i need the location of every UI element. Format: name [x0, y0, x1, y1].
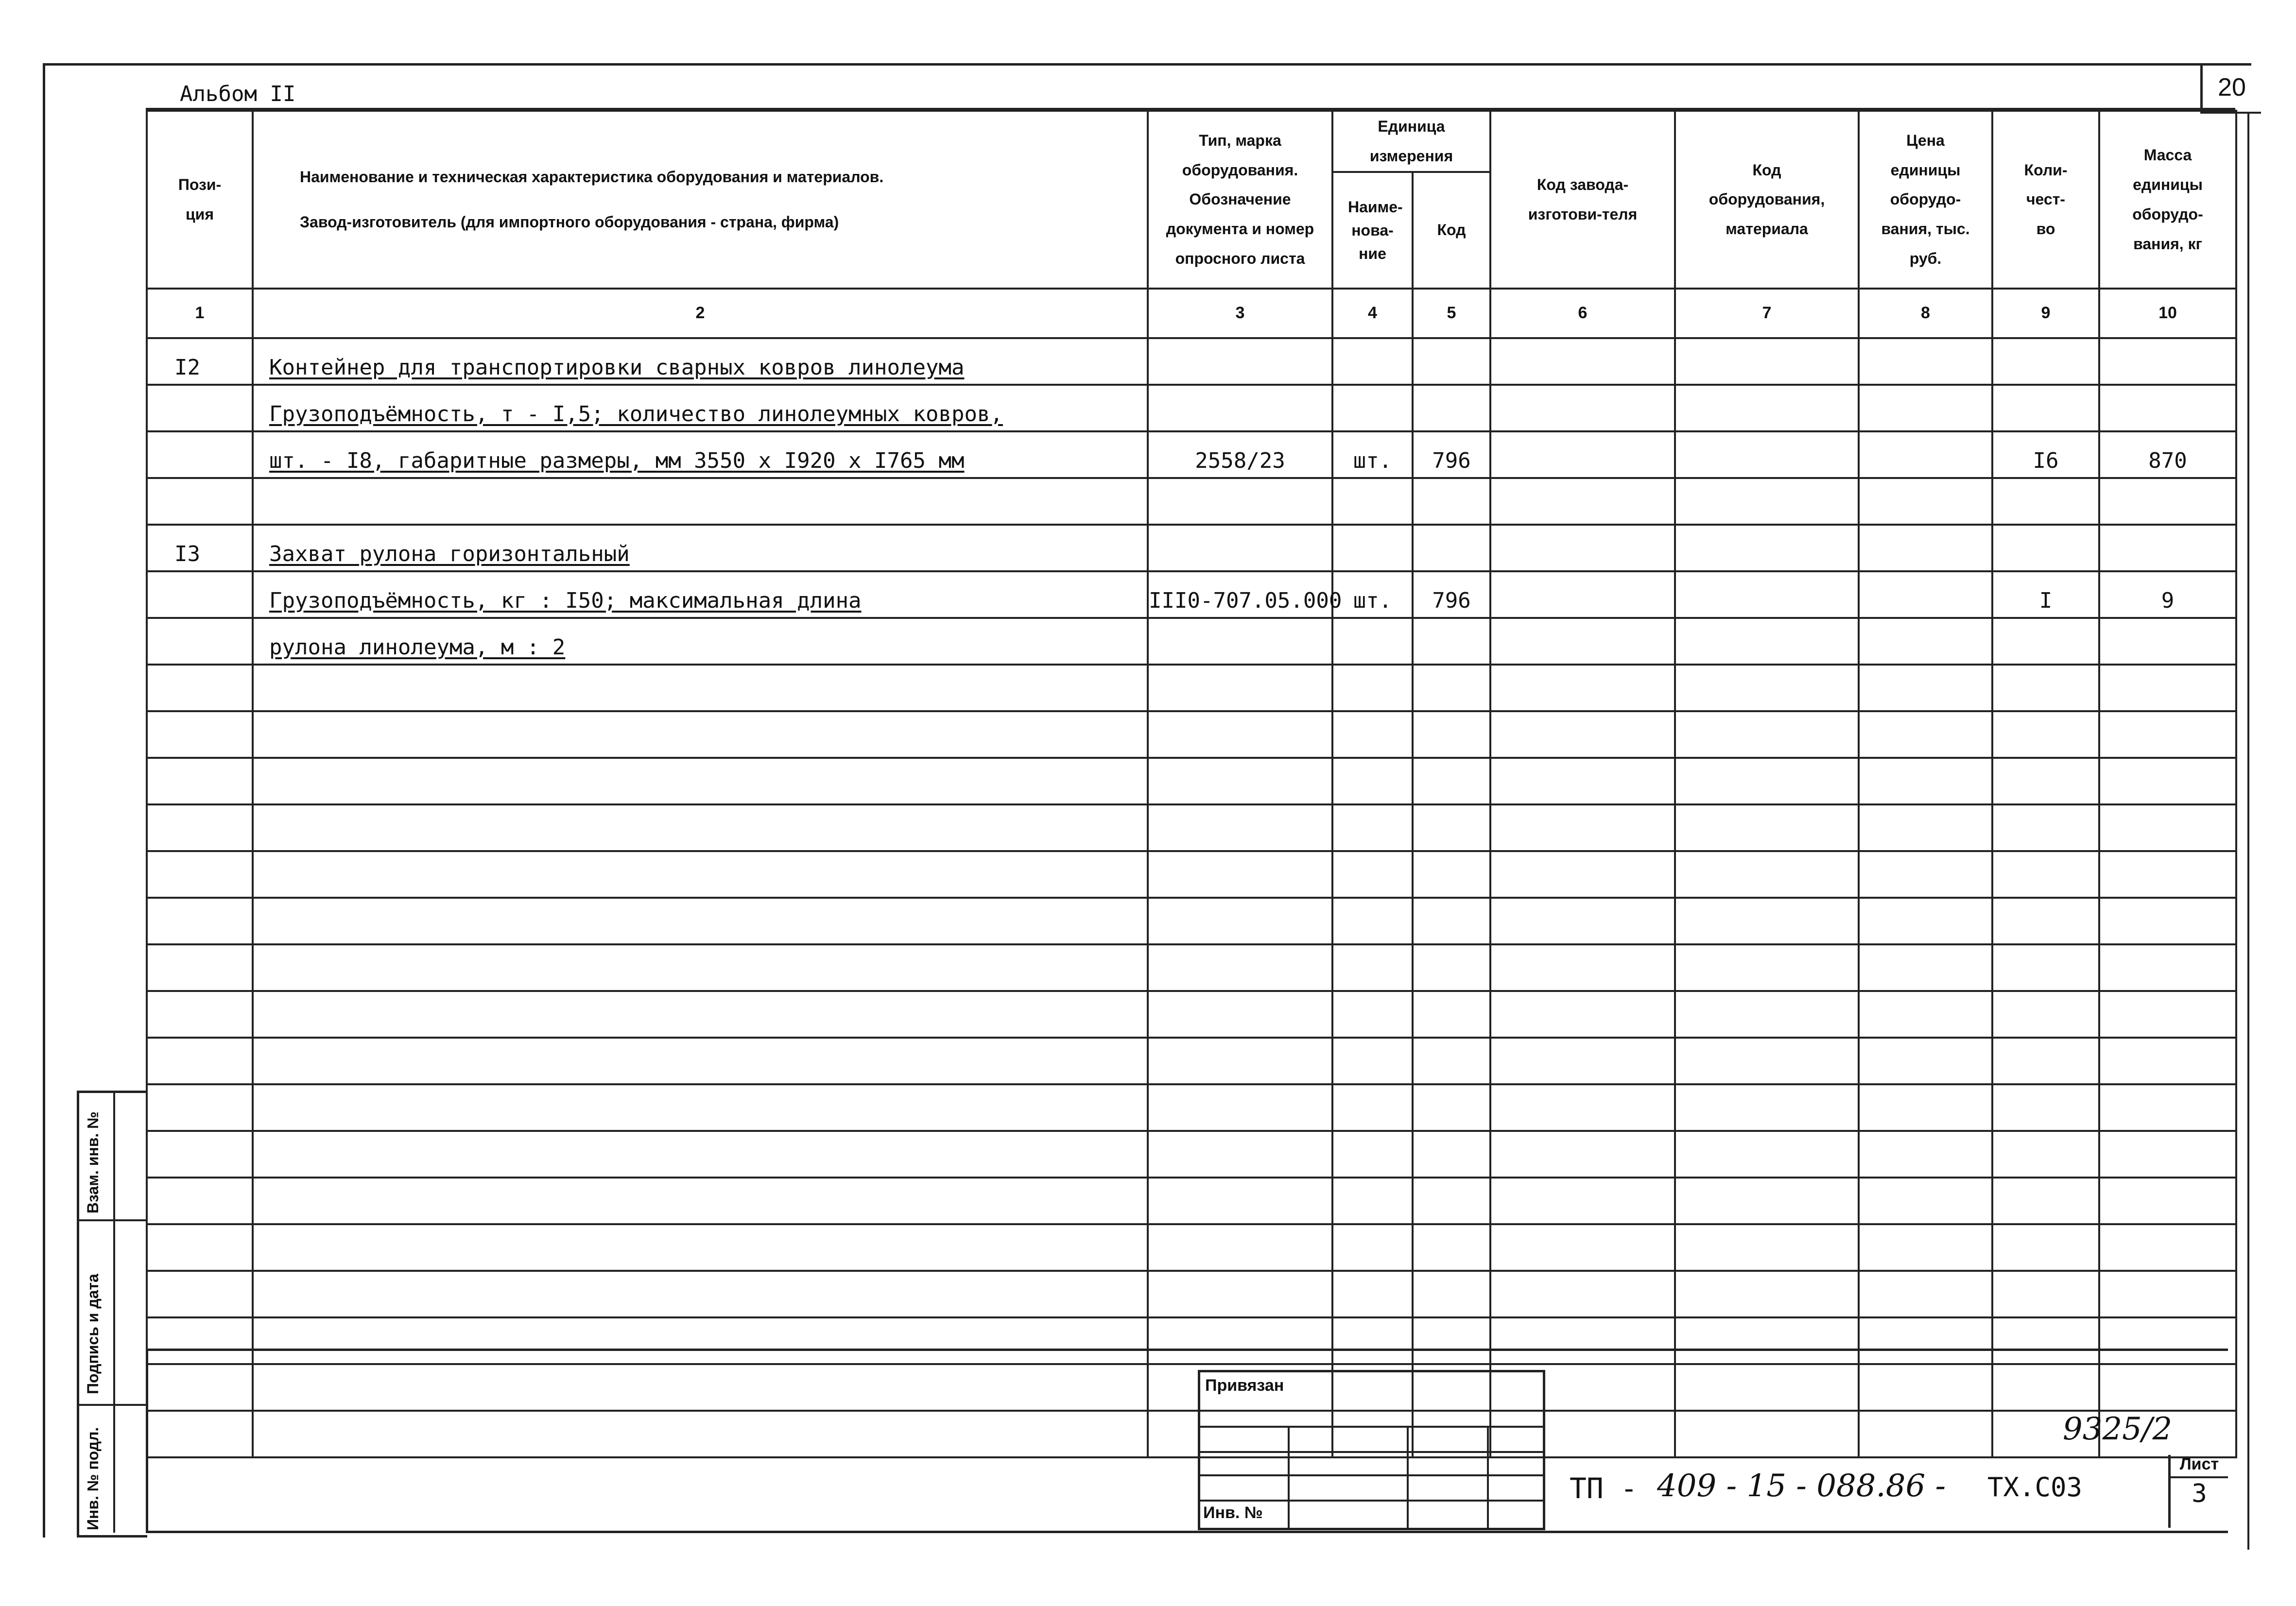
- price-cell: [1859, 851, 1992, 898]
- maker-code-cell: [1490, 851, 1675, 898]
- type-cell: [1148, 385, 1332, 431]
- equipment-code-cell: [1675, 944, 1859, 991]
- name-cell: [253, 711, 1148, 758]
- maker-code-cell: [1490, 385, 1675, 431]
- col-num: 4: [1332, 289, 1413, 338]
- name-cell: [253, 804, 1148, 851]
- unit-code-cell: [1413, 944, 1490, 991]
- column-number-row: [147, 289, 2236, 338]
- unit-cell: [1332, 1224, 1413, 1271]
- maker-code-cell: [1490, 758, 1675, 804]
- mass-cell: [2099, 1224, 2236, 1271]
- header-quantity: Коли-чест-во: [1992, 111, 2099, 289]
- mass-cell: 9: [2099, 571, 2236, 618]
- position-cell: [147, 991, 253, 1038]
- unit-code-cell: [1413, 618, 1490, 665]
- table-row: [147, 525, 2236, 571]
- unit-code-cell: 796: [1413, 571, 1490, 618]
- stamp-rule: [1200, 1451, 1543, 1453]
- position-cell: [147, 1224, 253, 1271]
- stamp-bound-label: Привязан: [1205, 1376, 1284, 1395]
- col-num: 1: [147, 289, 253, 338]
- unit-code-cell: [1413, 898, 1490, 944]
- maker-code-cell: [1490, 431, 1675, 478]
- unit-cell: [1332, 898, 1413, 944]
- side-label-signature-date: Подпись и дата: [84, 1274, 102, 1394]
- side-strip-divider: [79, 1404, 147, 1406]
- price-cell: [1859, 1224, 1992, 1271]
- unit-cell: [1332, 618, 1413, 665]
- type-cell: [1148, 758, 1332, 804]
- handwritten-number: 9325/2: [2063, 1411, 2173, 1447]
- stamp-rule: [1200, 1474, 1543, 1476]
- maker-code-cell: [1490, 338, 1675, 385]
- sheet-label: Лист: [2171, 1455, 2228, 1478]
- mass-cell: [2099, 525, 2236, 571]
- price-cell: [1859, 991, 1992, 1038]
- position-cell: [147, 478, 253, 525]
- quantity-cell: [1992, 1038, 2099, 1084]
- col-num: 7: [1675, 289, 1859, 338]
- unit-code-cell: [1413, 711, 1490, 758]
- stamp-col: [1407, 1426, 1409, 1528]
- quantity-cell: [1992, 1084, 2099, 1131]
- col-num: 10: [2099, 289, 2236, 338]
- equipment-code-cell: [1675, 618, 1859, 665]
- maker-code-cell: [1490, 571, 1675, 618]
- table-row: [147, 1084, 2236, 1131]
- maker-code-cell: [1490, 478, 1675, 525]
- equipment-code-cell: [1675, 711, 1859, 758]
- quantity-cell: [1992, 478, 2099, 525]
- mass-cell: [2099, 1038, 2236, 1084]
- maker-code-cell: [1490, 1178, 1675, 1224]
- name-cell: [253, 665, 1148, 711]
- maker-code-cell: [1490, 991, 1675, 1038]
- price-cell: [1859, 1178, 1992, 1224]
- type-cell: [1148, 1178, 1332, 1224]
- price-cell: [1859, 571, 1992, 618]
- mass-cell: [2099, 1131, 2236, 1178]
- name-cell: шт. - I8, габаритные размеры, мм 3550 х I920 х I765 мм: [253, 431, 1148, 478]
- unit-code-cell: [1413, 385, 1490, 431]
- price-cell: [1859, 711, 1992, 758]
- table-row: [147, 1131, 2236, 1178]
- frame-right-edge: [2247, 112, 2249, 1550]
- sheet-number: 3: [2192, 1479, 2207, 1508]
- header-maker-code: Код завода-изготови-теля: [1490, 111, 1675, 289]
- equipment-code-cell: [1675, 1131, 1859, 1178]
- maker-code-cell: [1490, 1271, 1675, 1317]
- position-cell: [147, 618, 253, 665]
- quantity-cell: [1992, 1178, 2099, 1224]
- position-cell: [147, 1038, 253, 1084]
- type-cell: [1148, 1084, 1332, 1131]
- quantity-cell: [1992, 804, 2099, 851]
- name-cell: [253, 1224, 1148, 1271]
- type-cell: [1148, 665, 1332, 711]
- unit-code-cell: [1413, 1131, 1490, 1178]
- position-cell: [147, 1084, 253, 1131]
- type-cell: [1148, 525, 1332, 571]
- price-cell: [1859, 1271, 1992, 1317]
- position-cell: [147, 1178, 253, 1224]
- header-unit-group: Единица измерения: [1332, 111, 1490, 172]
- type-cell: [1148, 851, 1332, 898]
- type-cell: [1148, 944, 1332, 991]
- mass-cell: [2099, 1178, 2236, 1224]
- position-cell: [147, 385, 253, 431]
- position-cell: I2: [147, 338, 253, 385]
- unit-code-cell: 796: [1413, 431, 1490, 478]
- unit-cell: [1332, 991, 1413, 1038]
- maker-code-cell: [1490, 1131, 1675, 1178]
- quantity-cell: [1992, 758, 2099, 804]
- unit-cell: [1332, 758, 1413, 804]
- unit-cell: [1332, 1271, 1413, 1317]
- position-cell: [147, 1131, 253, 1178]
- table-row: [147, 1178, 2236, 1224]
- type-cell: III0-707.05.000: [1148, 571, 1332, 618]
- type-cell: [1148, 1131, 1332, 1178]
- price-cell: [1859, 525, 1992, 571]
- mass-cell: [2099, 665, 2236, 711]
- equipment-code-cell: [1675, 431, 1859, 478]
- position-cell: [147, 804, 253, 851]
- side-strip-divider-vertical: [113, 1093, 115, 1533]
- stamp-col: [1487, 1426, 1489, 1528]
- unit-cell: [1332, 851, 1413, 898]
- maker-code-cell: [1490, 665, 1675, 711]
- maker-code-cell: [1490, 944, 1675, 991]
- position-cell: [147, 851, 253, 898]
- doc-suffix: ТХ.С03: [1987, 1472, 2083, 1503]
- price-cell: [1859, 944, 1992, 991]
- mass-cell: [2099, 804, 2236, 851]
- equipment-code-cell: [1675, 758, 1859, 804]
- header-unit-code: Код: [1413, 172, 1490, 289]
- unit-cell: шт.: [1332, 431, 1413, 478]
- equipment-code-cell: [1675, 478, 1859, 525]
- type-cell: [1148, 1224, 1332, 1271]
- name-cell: [253, 1084, 1148, 1131]
- quantity-cell: [1992, 1271, 2099, 1317]
- mass-cell: [2099, 991, 2236, 1038]
- unit-code-cell: [1413, 1084, 1490, 1131]
- type-cell: [1148, 1038, 1332, 1084]
- mass-cell: [2099, 1271, 2236, 1317]
- equipment-code-cell: [1675, 571, 1859, 618]
- position-cell: [147, 665, 253, 711]
- equipment-code-cell: [1675, 1224, 1859, 1271]
- unit-cell: [1332, 665, 1413, 711]
- quantity-cell: [1992, 711, 2099, 758]
- name-cell: [253, 851, 1148, 898]
- stamp-col: [1288, 1426, 1290, 1528]
- type-cell: [1148, 711, 1332, 758]
- name-cell: Контейнер для транспортировки сварных ковров линолеума: [253, 338, 1148, 385]
- side-label-inv-original: Инв. № подл.: [84, 1427, 102, 1530]
- side-strip-divider: [79, 1219, 147, 1221]
- quantity-cell: [1992, 1131, 2099, 1178]
- unit-cell: [1332, 1084, 1413, 1131]
- unit-code-cell: [1413, 665, 1490, 711]
- doc-number: 409 - 15 - 088.86 -: [1657, 1468, 1946, 1504]
- type-cell: [1148, 1271, 1332, 1317]
- table-row: [147, 431, 2236, 478]
- quantity-cell: [1992, 898, 2099, 944]
- title-block-frame: [146, 1349, 2228, 1533]
- table-row: [147, 898, 2236, 944]
- table-row: [147, 571, 2236, 618]
- table-row: [147, 758, 2236, 804]
- maker-code-cell: [1490, 618, 1675, 665]
- unit-cell: [1332, 525, 1413, 571]
- price-cell: [1859, 665, 1992, 711]
- table-row: [147, 665, 2236, 711]
- price-cell: [1859, 1084, 1992, 1131]
- col-num: 9: [1992, 289, 2099, 338]
- mass-cell: [2099, 898, 2236, 944]
- equipment-code-cell: [1675, 1271, 1859, 1317]
- price-cell: [1859, 338, 1992, 385]
- position-cell: [147, 898, 253, 944]
- col-num: 6: [1490, 289, 1675, 338]
- unit-code-cell: [1413, 991, 1490, 1038]
- unit-cell: [1332, 1131, 1413, 1178]
- binding-stamp: [1198, 1370, 1545, 1530]
- unit-code-cell: [1413, 525, 1490, 571]
- header-equipment-code: Код оборудования, материала: [1675, 111, 1859, 289]
- doc-prefix: ТП -: [1570, 1472, 1638, 1505]
- mass-cell: [2099, 711, 2236, 758]
- type-cell: [1148, 338, 1332, 385]
- page-number-top: 20: [2200, 63, 2261, 114]
- quantity-cell: [1992, 944, 2099, 991]
- maker-code-cell: [1490, 1224, 1675, 1271]
- quantity-cell: [1992, 1224, 2099, 1271]
- stamp-rule: [1200, 1426, 1543, 1428]
- quantity-cell: [1992, 338, 2099, 385]
- table-row: [147, 1038, 2236, 1084]
- quantity-cell: [1992, 665, 2099, 711]
- table-row: [147, 338, 2236, 385]
- table-row: [147, 385, 2236, 431]
- position-cell: [147, 431, 253, 478]
- unit-cell: [1332, 944, 1413, 991]
- price-cell: [1859, 1131, 1992, 1178]
- price-cell: [1859, 478, 1992, 525]
- position-cell: [147, 711, 253, 758]
- price-cell: [1859, 618, 1992, 665]
- col-num: 8: [1859, 289, 1992, 338]
- unit-cell: [1332, 478, 1413, 525]
- unit-code-cell: [1413, 478, 1490, 525]
- maker-code-cell: [1490, 1084, 1675, 1131]
- position-cell: I3: [147, 525, 253, 571]
- quantity-cell: [1992, 525, 2099, 571]
- table-row: [147, 1271, 2236, 1317]
- maker-code-cell: [1490, 711, 1675, 758]
- type-cell: [1148, 804, 1332, 851]
- type-cell: [1148, 478, 1332, 525]
- mass-cell: [2099, 851, 2236, 898]
- table-row: [147, 991, 2236, 1038]
- maker-code-cell: [1490, 804, 1675, 851]
- stamp-rule: [1200, 1500, 1543, 1502]
- price-cell: [1859, 1038, 1992, 1084]
- equipment-code-cell: [1675, 898, 1859, 944]
- name-cell: [253, 1271, 1148, 1317]
- mass-cell: [2099, 944, 2236, 991]
- mass-cell: [2099, 1084, 2236, 1131]
- mass-cell: 870: [2099, 431, 2236, 478]
- header-position: Пози- ция: [147, 111, 253, 289]
- price-cell: [1859, 431, 1992, 478]
- position-cell: [147, 571, 253, 618]
- stamp-inv-label: Инв. №: [1203, 1503, 1263, 1522]
- name-cell: Грузоподъёмность, т - I,5; количество линолеумных ковров,: [253, 385, 1148, 431]
- maker-code-cell: [1490, 1038, 1675, 1084]
- sheet-cell: [2168, 1455, 2228, 1528]
- equipment-code-cell: [1675, 1178, 1859, 1224]
- mass-cell: [2099, 338, 2236, 385]
- col-num: 2: [253, 289, 1148, 338]
- unit-cell: [1332, 1178, 1413, 1224]
- quantity-cell: [1992, 385, 2099, 431]
- maker-code-cell: [1490, 525, 1675, 571]
- table-row: [147, 618, 2236, 665]
- price-cell: [1859, 758, 1992, 804]
- quantity-cell: I: [1992, 571, 2099, 618]
- unit-code-cell: [1413, 804, 1490, 851]
- type-cell: [1148, 618, 1332, 665]
- equipment-code-cell: [1675, 991, 1859, 1038]
- equipment-code-cell: [1675, 1084, 1859, 1131]
- header-type: Тип, марка оборудования. Обозначение документа и номер опросного листа: [1148, 111, 1332, 289]
- header-mass: Масса единицы оборудо-вания, кг: [2099, 111, 2236, 289]
- unit-cell: [1332, 1038, 1413, 1084]
- equipment-code-cell: [1675, 665, 1859, 711]
- name-cell: рулона линолеума, м : 2: [253, 618, 1148, 665]
- header-unit-name: Наиме-нова-ние: [1332, 172, 1413, 289]
- header-name: [253, 111, 1148, 289]
- name-cell: Захват рулона горизонтальный: [253, 525, 1148, 571]
- header-name-line1: Наименование и техническая характеристика оборудования и материалов.: [300, 168, 884, 186]
- name-cell: Грузоподъёмность, кг : I50; максимальная длина: [253, 571, 1148, 618]
- quantity-cell: [1992, 991, 2099, 1038]
- unit-cell: [1332, 338, 1413, 385]
- unit-cell: [1332, 385, 1413, 431]
- unit-code-cell: [1413, 1038, 1490, 1084]
- type-cell: 2558/23: [1148, 431, 1332, 478]
- side-approval-strip: [77, 1091, 147, 1538]
- unit-cell: [1332, 711, 1413, 758]
- equipment-code-cell: [1675, 1038, 1859, 1084]
- equipment-code-cell: [1675, 338, 1859, 385]
- name-cell: [253, 991, 1148, 1038]
- quantity-cell: [1992, 618, 2099, 665]
- name-cell: [253, 1131, 1148, 1178]
- specification-table: [146, 110, 2237, 1458]
- equipment-code-cell: [1675, 804, 1859, 851]
- unit-code-cell: [1413, 851, 1490, 898]
- price-cell: [1859, 385, 1992, 431]
- name-cell: [253, 1038, 1148, 1084]
- header-price: Цена единицы оборудо-вания, тыс. руб.: [1859, 111, 1992, 289]
- price-cell: [1859, 898, 1992, 944]
- type-cell: [1148, 991, 1332, 1038]
- unit-code-cell: [1413, 1271, 1490, 1317]
- equipment-code-cell: [1675, 525, 1859, 571]
- type-cell: [1148, 898, 1332, 944]
- name-cell: [253, 758, 1148, 804]
- unit-cell: [1332, 804, 1413, 851]
- col-num: 3: [1148, 289, 1332, 338]
- table-row: [147, 711, 2236, 758]
- table-row: [147, 1224, 2236, 1271]
- mass-cell: [2099, 618, 2236, 665]
- maker-code-cell: [1490, 898, 1675, 944]
- unit-code-cell: [1413, 1178, 1490, 1224]
- name-cell: [253, 944, 1148, 991]
- mass-cell: [2099, 385, 2236, 431]
- unit-cell: шт.: [1332, 571, 1413, 618]
- position-cell: [147, 944, 253, 991]
- name-cell: [253, 1178, 1148, 1224]
- quantity-cell: [1992, 851, 2099, 898]
- mass-cell: [2099, 758, 2236, 804]
- quantity-cell: I6: [1992, 431, 2099, 478]
- equipment-code-cell: [1675, 851, 1859, 898]
- col-num: 5: [1413, 289, 1490, 338]
- table-row: [147, 478, 2236, 525]
- album-title: Альбом II: [180, 82, 296, 106]
- unit-code-cell: [1413, 338, 1490, 385]
- side-label-inv-replace: Взам. инв. №: [84, 1111, 102, 1213]
- mass-cell: [2099, 478, 2236, 525]
- price-cell: [1859, 804, 1992, 851]
- table-row: [147, 804, 2236, 851]
- table-row: [147, 851, 2236, 898]
- name-cell: [253, 478, 1148, 525]
- unit-code-cell: [1413, 1224, 1490, 1271]
- header-name-line2: Завод-изготовитель (для импортного оборудования - страна, фирма): [300, 213, 839, 231]
- name-cell: [253, 898, 1148, 944]
- equipment-code-cell: [1675, 385, 1859, 431]
- unit-code-cell: [1413, 758, 1490, 804]
- position-cell: [147, 1271, 253, 1317]
- table-row: [147, 944, 2236, 991]
- position-cell: [147, 758, 253, 804]
